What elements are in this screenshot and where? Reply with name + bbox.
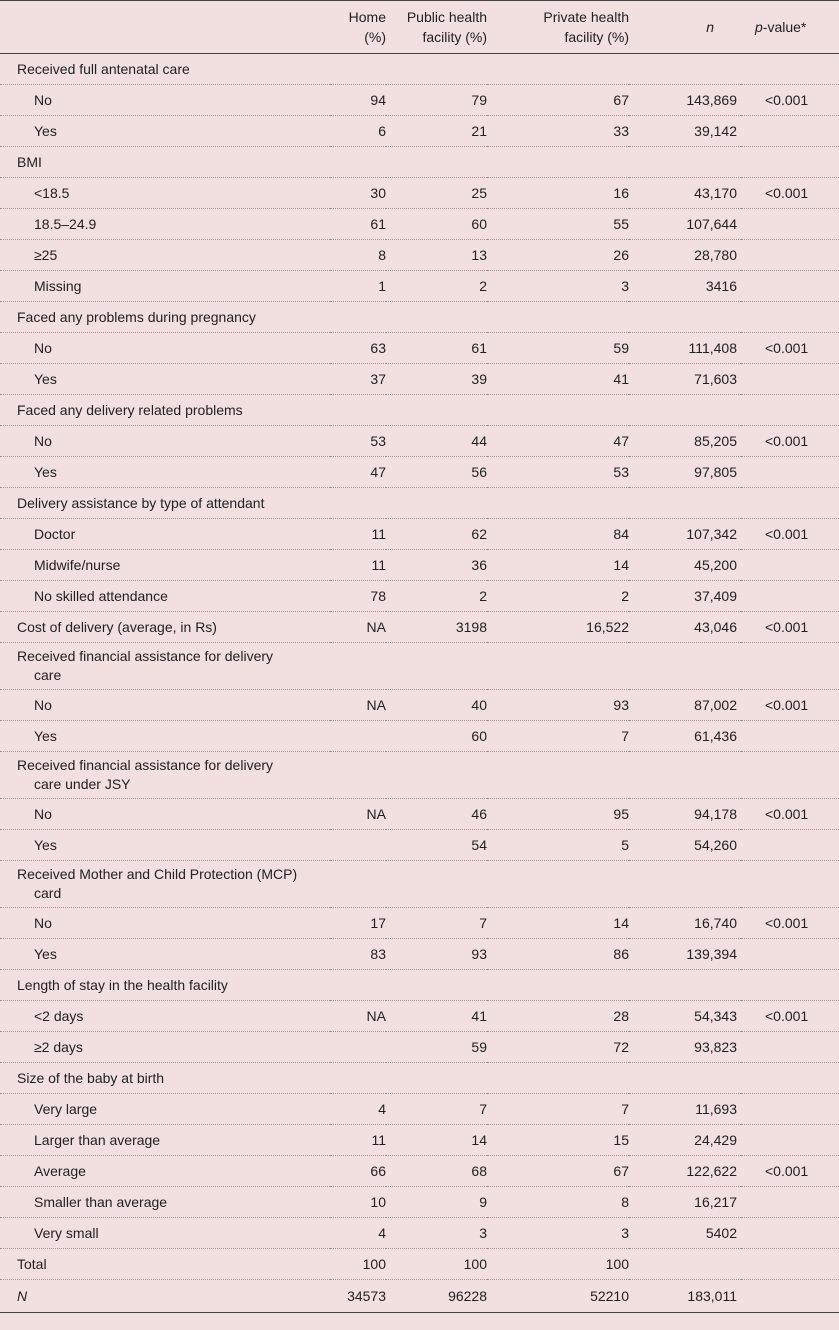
- cell-home: 4: [330, 1218, 386, 1249]
- cell-public: 59: [386, 1032, 487, 1063]
- cell-n: 87,002: [629, 690, 741, 721]
- table-row: [0, 1032, 839, 1063]
- header-home-line2: (%): [364, 29, 386, 45]
- cell-pvalue: <0.001: [741, 799, 839, 830]
- row-label: Yes: [0, 721, 330, 752]
- cell-public: 60: [386, 209, 487, 240]
- table-row: [0, 721, 839, 752]
- cell-home: 34573: [347, 1288, 386, 1304]
- cell-private: 67: [487, 85, 629, 116]
- cell-home: 100: [330, 1249, 386, 1280]
- row-label: Missing: [0, 271, 330, 302]
- header-public-line2: facility (%): [422, 29, 487, 45]
- cell-public: 54: [386, 830, 487, 861]
- cell-pvalue: [741, 939, 839, 970]
- row-label: ≥25: [0, 240, 330, 271]
- table-row: [0, 1280, 839, 1313]
- cell-private: 93: [487, 690, 629, 721]
- table-row: [0, 1094, 839, 1125]
- cell-n: 139,394: [629, 939, 741, 970]
- cell-home: [330, 830, 386, 861]
- row-label: No: [0, 426, 330, 457]
- row-label: Doctor: [0, 519, 330, 550]
- table-row: [0, 333, 839, 364]
- cell-public: 79: [386, 85, 487, 116]
- row-label-line1: Received financial assistance for delivery: [17, 757, 274, 773]
- cell-n: 97,805: [629, 457, 741, 488]
- cell-n: 61,436: [629, 721, 741, 752]
- table-row: [0, 302, 839, 333]
- cell-n: 3416: [629, 271, 741, 302]
- cell-pvalue: [741, 830, 839, 861]
- cell-home: NA: [330, 799, 386, 830]
- cell-public: 39: [386, 364, 487, 395]
- cell-pvalue: [741, 1187, 839, 1218]
- cell-private: 3: [487, 271, 629, 302]
- table-row: [0, 488, 839, 519]
- cell-home: 1: [330, 271, 386, 302]
- cell-public: 41: [386, 1001, 487, 1032]
- table-row: [0, 1125, 839, 1156]
- cell-pvalue: [741, 550, 839, 581]
- cell-n: 54,343: [629, 1001, 741, 1032]
- table-row: [0, 116, 839, 147]
- row-label: [0, 752, 839, 799]
- cell-public: 3198: [386, 612, 487, 643]
- row-label: Cost of delivery (average, in Rs): [0, 612, 330, 643]
- row-label: Midwife/nurse: [0, 550, 330, 581]
- cell-public: 36: [386, 550, 487, 581]
- row-label-line1: Received financial assistance for delivery: [17, 648, 274, 664]
- row-label-line1: Received Mother and Child Protection (MCP): [17, 866, 298, 882]
- cell-n: 94,178: [629, 799, 741, 830]
- row-label: Yes: [0, 457, 330, 488]
- table-row: [0, 581, 839, 612]
- row-label: No skilled attendance: [0, 581, 330, 612]
- cell-public: 7: [386, 1094, 487, 1125]
- cell-private: 55: [487, 209, 629, 240]
- row-label: Yes: [0, 830, 330, 861]
- cell-n: [629, 1249, 741, 1280]
- table-row: [0, 209, 839, 240]
- row-label: No: [0, 85, 330, 116]
- cell-n: 93,823: [629, 1032, 741, 1063]
- cell-n: 16,740: [629, 908, 741, 939]
- cell-n: 122,622: [629, 1156, 741, 1187]
- row-label: N: [17, 1287, 28, 1304]
- table-header: [0, 1, 839, 54]
- cell-pvalue: [741, 240, 839, 271]
- cell-n: 85,205: [629, 426, 741, 457]
- cell-pvalue: <0.001: [741, 690, 839, 721]
- cell-home: 4: [330, 1094, 386, 1125]
- row-label: Received full antenatal care: [0, 54, 839, 85]
- cell-pvalue: <0.001: [741, 1001, 839, 1032]
- cell-pvalue: [741, 457, 839, 488]
- cell-private: 2: [487, 581, 629, 612]
- cell-n: 143,869: [629, 85, 741, 116]
- cell-private: 8: [487, 1187, 629, 1218]
- row-label: Yes: [0, 364, 330, 395]
- table-row: [0, 643, 839, 690]
- cell-private: 67: [487, 1156, 629, 1187]
- header-private-line1: Private health: [543, 9, 629, 25]
- row-label: Very large: [0, 1094, 330, 1125]
- row-label: Yes: [0, 116, 330, 147]
- row-label: Faced any problems during pregnancy: [0, 302, 839, 333]
- header-stub: [0, 1, 330, 54]
- cell-pvalue: [741, 1032, 839, 1063]
- row-label-line2: care: [34, 667, 62, 683]
- table-row: [0, 1218, 839, 1249]
- cell-private: 14: [487, 550, 629, 581]
- cell-home: 11: [330, 519, 386, 550]
- cell-public: 2: [386, 271, 487, 302]
- row-label: Very small: [0, 1218, 330, 1249]
- table-row: [0, 519, 839, 550]
- cell-home: NA: [330, 612, 386, 643]
- cell-n: 28,780: [629, 240, 741, 271]
- cell-n: 54,260: [629, 830, 741, 861]
- table-row: [0, 1001, 839, 1032]
- header-pvalue-rest: -value*: [762, 19, 807, 35]
- cell-home: [330, 721, 386, 752]
- table-row: [0, 457, 839, 488]
- cell-n: 37,409: [629, 581, 741, 612]
- cell-n: 107,644: [629, 209, 741, 240]
- cell-pvalue: <0.001: [741, 85, 839, 116]
- cell-public: 13: [386, 240, 487, 271]
- cell-n: 43,170: [629, 178, 741, 209]
- cell-private: 100: [487, 1249, 629, 1280]
- cell-n: 43,046: [629, 612, 741, 643]
- cell-n: 45,200: [629, 550, 741, 581]
- cell-public: 44: [386, 426, 487, 457]
- row-label: Faced any delivery related problems: [0, 395, 839, 426]
- cell-public: 9: [386, 1187, 487, 1218]
- table-row: [0, 908, 839, 939]
- cell-n: 16,217: [629, 1187, 741, 1218]
- cell-private: 59: [487, 333, 629, 364]
- cell-home: NA: [330, 690, 386, 721]
- cell-home: 30: [330, 178, 386, 209]
- row-label: <18.5: [0, 178, 330, 209]
- cell-public: 46: [386, 799, 487, 830]
- cell-n: 24,429: [629, 1125, 741, 1156]
- cell-public: 60: [386, 721, 487, 752]
- cell-private: 7: [487, 1094, 629, 1125]
- cell-pvalue: [741, 1125, 839, 1156]
- cell-private: 14: [487, 908, 629, 939]
- row-label: No: [0, 333, 330, 364]
- row-label: Yes: [0, 939, 330, 970]
- cell-public: 61: [386, 333, 487, 364]
- cell-home: 94: [330, 85, 386, 116]
- row-label: [0, 643, 839, 690]
- cell-public: 21: [386, 116, 487, 147]
- cell-public: 2: [386, 581, 487, 612]
- row-label: No: [0, 908, 330, 939]
- cell-public: 68: [386, 1156, 487, 1187]
- cell-home: 61: [330, 209, 386, 240]
- cell-pvalue: <0.001: [741, 178, 839, 209]
- cell-private: 86: [487, 939, 629, 970]
- row-label-line2: card: [34, 885, 62, 901]
- cell-public: 93: [386, 939, 487, 970]
- cell-home: NA: [330, 1001, 386, 1032]
- row-label: BMI: [0, 147, 839, 178]
- cell-private: 28: [487, 1001, 629, 1032]
- cell-home: 66: [330, 1156, 386, 1187]
- cell-public: 7: [386, 908, 487, 939]
- table-row: [0, 178, 839, 209]
- row-label: No: [0, 799, 330, 830]
- table-row: [0, 364, 839, 395]
- row-label: <2 days: [0, 1001, 330, 1032]
- table-row: [0, 240, 839, 271]
- header-private: [487, 1, 629, 54]
- cell-n: 39,142: [629, 116, 741, 147]
- cell-public: 96228: [448, 1288, 487, 1304]
- cell-pvalue: <0.001: [741, 1156, 839, 1187]
- cell-pvalue: <0.001: [741, 519, 839, 550]
- cell-home: [330, 1032, 386, 1063]
- table-row: [0, 861, 839, 908]
- cell-private: 3: [487, 1218, 629, 1249]
- table-row: [0, 271, 839, 302]
- cell-private: 15: [487, 1125, 629, 1156]
- header-home-line1: Home: [348, 9, 386, 25]
- cell-home: 10: [330, 1187, 386, 1218]
- row-label: Smaller than average: [0, 1187, 330, 1218]
- cell-pvalue: [741, 1218, 839, 1249]
- cell-public: 62: [386, 519, 487, 550]
- cell-home: 6: [330, 116, 386, 147]
- cell-n: 111,408: [629, 333, 741, 364]
- cell-pvalue: <0.001: [741, 612, 839, 643]
- table-row: [0, 395, 839, 426]
- cell-pvalue: [741, 271, 839, 302]
- table-row: [0, 690, 839, 721]
- cell-private: 41: [487, 364, 629, 395]
- table-row: [0, 830, 839, 861]
- cell-home: 83: [330, 939, 386, 970]
- cell-pvalue: [741, 1280, 839, 1313]
- table-row: [0, 550, 839, 581]
- cell-pvalue: [741, 364, 839, 395]
- cell-home: 63: [330, 333, 386, 364]
- cell-pvalue: [741, 581, 839, 612]
- cell-pvalue: [741, 1249, 839, 1280]
- header-private-line2: facility (%): [564, 29, 629, 45]
- table-row: [0, 1249, 839, 1280]
- cell-private: 95: [487, 799, 629, 830]
- row-label: Total: [0, 1249, 330, 1280]
- cell-pvalue: <0.001: [741, 426, 839, 457]
- cell-pvalue: [741, 721, 839, 752]
- header-public: [386, 1, 487, 54]
- cell-private: 53: [487, 457, 629, 488]
- table-row: [0, 970, 839, 1001]
- table-row: [0, 1156, 839, 1187]
- cell-pvalue: [741, 209, 839, 240]
- cell-private: 33: [487, 116, 629, 147]
- cell-private: 16,522: [487, 612, 629, 643]
- cell-public: 40: [386, 690, 487, 721]
- table-row: [0, 54, 839, 85]
- cell-private: 72: [487, 1032, 629, 1063]
- cell-n: 11,693: [629, 1094, 741, 1125]
- table-row: [0, 426, 839, 457]
- cell-public: 14: [386, 1125, 487, 1156]
- header-home: [330, 1, 386, 54]
- cell-n: 71,603: [629, 364, 741, 395]
- cell-pvalue: <0.001: [741, 333, 839, 364]
- cell-public: 25: [386, 178, 487, 209]
- cell-pvalue: [741, 1094, 839, 1125]
- cell-private: 5: [487, 830, 629, 861]
- row-label: Delivery assistance by type of attendant: [0, 488, 839, 519]
- table-row: [0, 1187, 839, 1218]
- header-pvalue-p: p: [755, 19, 763, 35]
- row-label: No: [0, 690, 330, 721]
- row-label: Size of the baby at birth: [0, 1063, 839, 1094]
- cell-private: 47: [487, 426, 629, 457]
- row-label: [0, 861, 839, 908]
- cell-home: 8: [330, 240, 386, 271]
- table-row: [0, 752, 839, 799]
- cell-home: 17: [330, 908, 386, 939]
- cell-home: 47: [330, 457, 386, 488]
- row-label: ≥2 days: [0, 1032, 330, 1063]
- row-label: Average: [0, 1156, 330, 1187]
- cell-public: 100: [386, 1249, 487, 1280]
- cell-n: 107,342: [629, 519, 741, 550]
- table-row: [0, 147, 839, 178]
- row-label: Length of stay in the health facility: [0, 970, 839, 1001]
- cell-home: 53: [330, 426, 386, 457]
- table-row: [0, 1063, 839, 1094]
- cell-public: 3: [386, 1218, 487, 1249]
- cell-private: 26: [487, 240, 629, 271]
- cell-private: 84: [487, 519, 629, 550]
- header-n: n: [629, 1, 741, 54]
- header-pvalue: [741, 1, 839, 54]
- cell-n: 5402: [629, 1218, 741, 1249]
- header-public-line1: Public health: [406, 9, 487, 25]
- cell-n: 183,011: [687, 1288, 737, 1304]
- cell-home: 11: [330, 550, 386, 581]
- cell-home: 11: [330, 1125, 386, 1156]
- row-label-line2: care under JSY: [34, 776, 131, 792]
- table-row: [0, 939, 839, 970]
- cell-pvalue: <0.001: [741, 908, 839, 939]
- table-row: [0, 85, 839, 116]
- cell-private: 52210: [590, 1288, 629, 1304]
- row-label: Larger than average: [0, 1125, 330, 1156]
- cell-home: 78: [330, 581, 386, 612]
- cell-pvalue: [741, 116, 839, 147]
- row-label: 18.5–24.9: [0, 209, 330, 240]
- cell-public: 56: [386, 457, 487, 488]
- cell-private: 7: [487, 721, 629, 752]
- cell-private: 16: [487, 178, 629, 209]
- cell-home: 37: [330, 364, 386, 395]
- table-row: [0, 799, 839, 830]
- table-body: [0, 54, 839, 1313]
- table-row: [0, 612, 839, 643]
